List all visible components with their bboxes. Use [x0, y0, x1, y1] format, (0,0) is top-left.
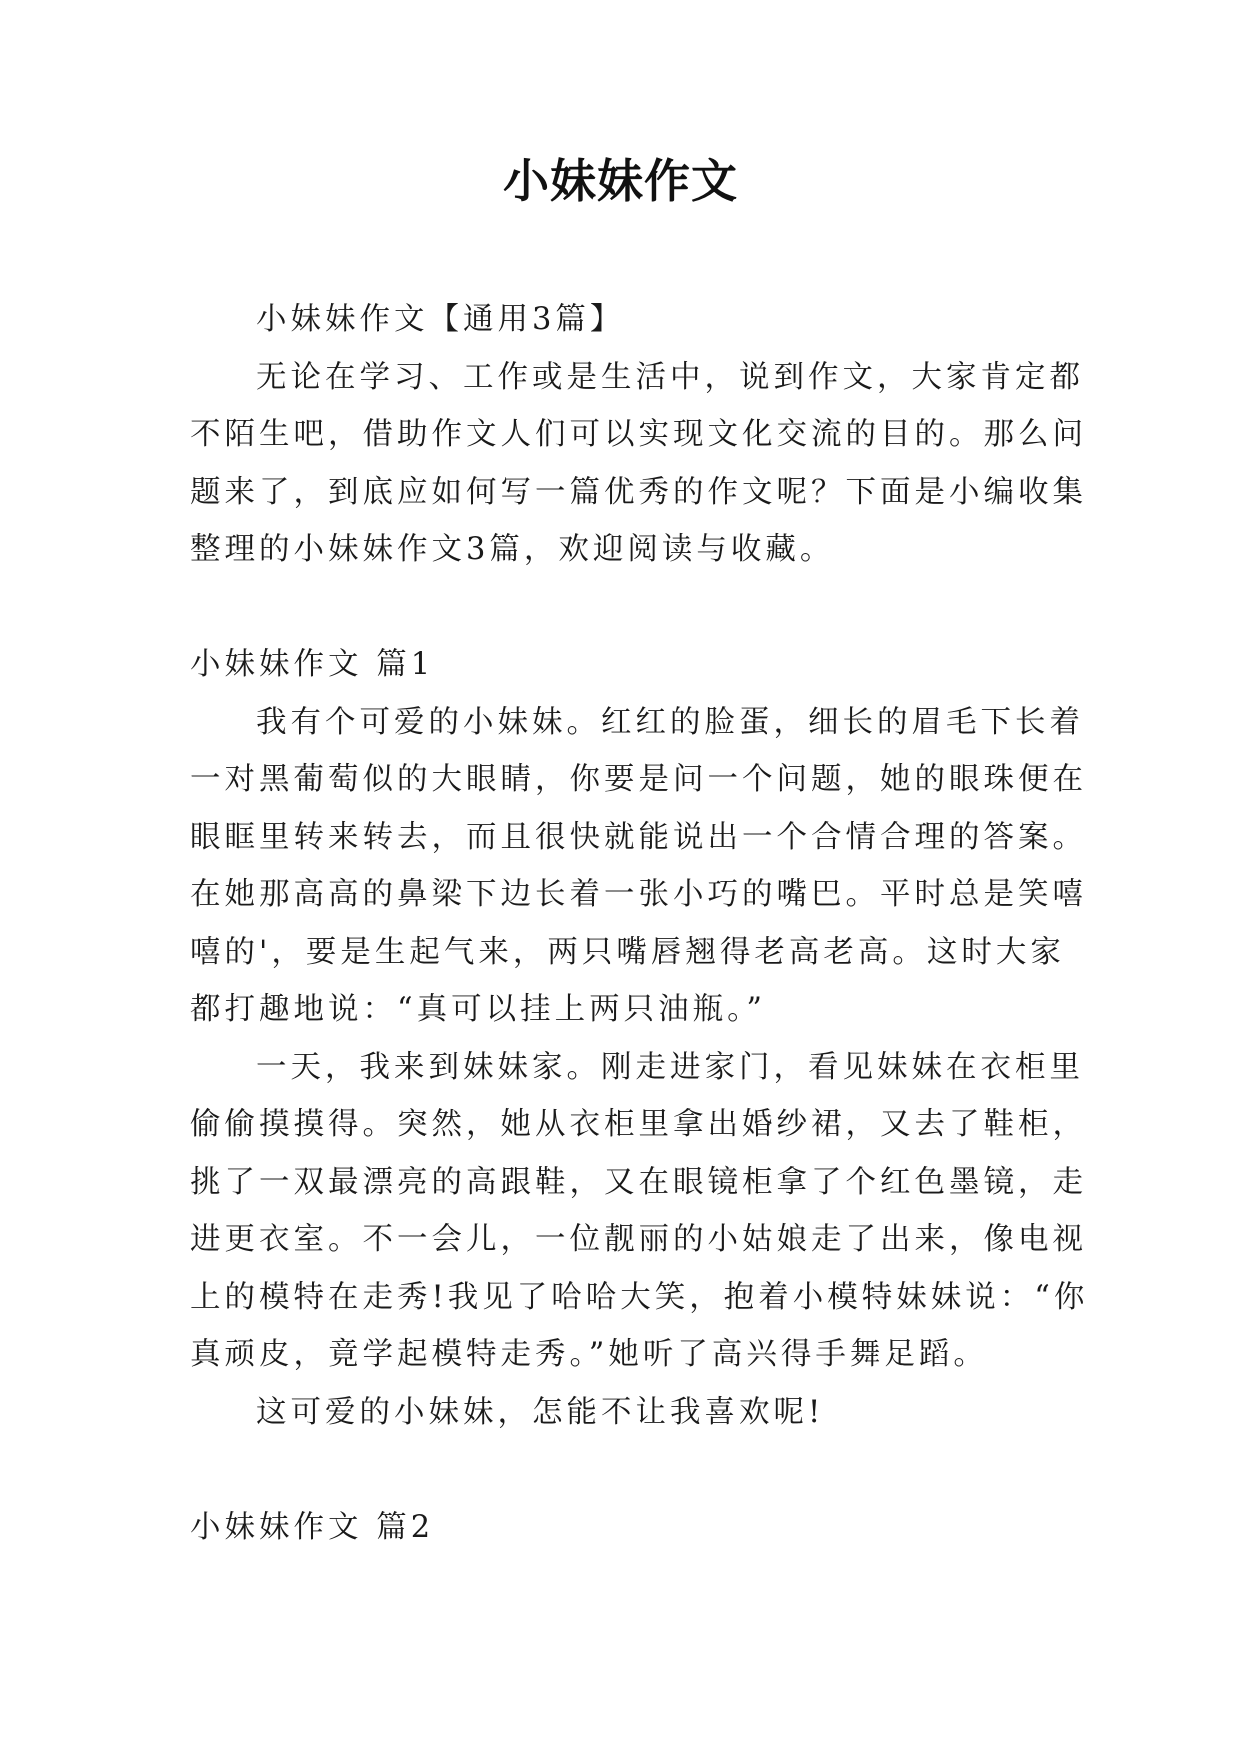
section-heading: 小妹妹作文 篇1	[190, 647, 435, 682]
section-heading: 小妹妹作文 篇2	[190, 1509, 435, 1545]
section-spacer	[190, 579, 1060, 637]
paragraph-line: 嘻的'，要是生起气来，两只嘴唇翘得老高老高。这时大家	[190, 934, 1065, 970]
paragraph-line: 这可爱的小妹妹，怎能不让我喜欢呢!	[256, 1394, 825, 1430]
intro-line: 不陌生吧，借助作文人们可以实现文化交流的目的。那么问	[190, 417, 1087, 452]
paragraph-line: 一天，我来到妹妹家。刚走进家门，看见妹妹在衣柜里	[256, 1049, 1084, 1085]
paragraph-line: 一对黑葡萄似的大眼睛，你要是问一个问题，她的眼珠便在	[190, 762, 1087, 797]
intro-line: 无论在学习、工作或是生活中，说到作文，大家肯定都	[256, 359, 1084, 395]
intro-line: 整理的小妹妹作文3篇，欢迎阅读与收藏。	[190, 532, 835, 567]
paragraph-line: 都打趣地说：“真可以挂上两只油瓶。”	[190, 992, 766, 1027]
document-title: 小妹妹作文	[503, 154, 738, 208]
paragraph-line: 挑了一双最漂亮的高跟鞋，又在眼镜柜拿了个红色墨镜，走	[190, 1164, 1087, 1200]
section-spacer	[190, 1441, 1060, 1499]
paragraph-line: 眼眶里转来转去，而且很快就能说出一个合情合理的答案。	[190, 819, 1087, 855]
paragraph-line: 偷偷摸摸得。突然，她从衣柜里拿出婚纱裙，又去了鞋柜，	[190, 1107, 1087, 1142]
intro-line: 题来了，到底应如何写一篇优秀的作文呢？下面是小编收集	[190, 474, 1087, 510]
paragraph-line: 我有个可爱的小妹妹。红红的脸蛋，细长的眉毛下长着	[256, 704, 1084, 740]
paragraph-line: 真顽皮，竟学起模特走秀。”她听了高兴得手舞足蹈。	[190, 1337, 988, 1372]
paragraph-line: 在她那高高的鼻梁下边长着一张小巧的嘴巴。平时总是笑嘻	[190, 877, 1087, 912]
paragraph-line: 上的模特在走秀!我见了哈哈大笑，抱着小模特妹妹说：“你	[190, 1279, 1089, 1315]
document-body	[190, 291, 1089, 1556]
paragraph-line: 进更衣室。不一会儿，一位靓丽的小姑娘走了出来，像电视	[190, 1222, 1087, 1257]
subtitle: 小妹妹作文【通用3篇】	[256, 302, 625, 337]
